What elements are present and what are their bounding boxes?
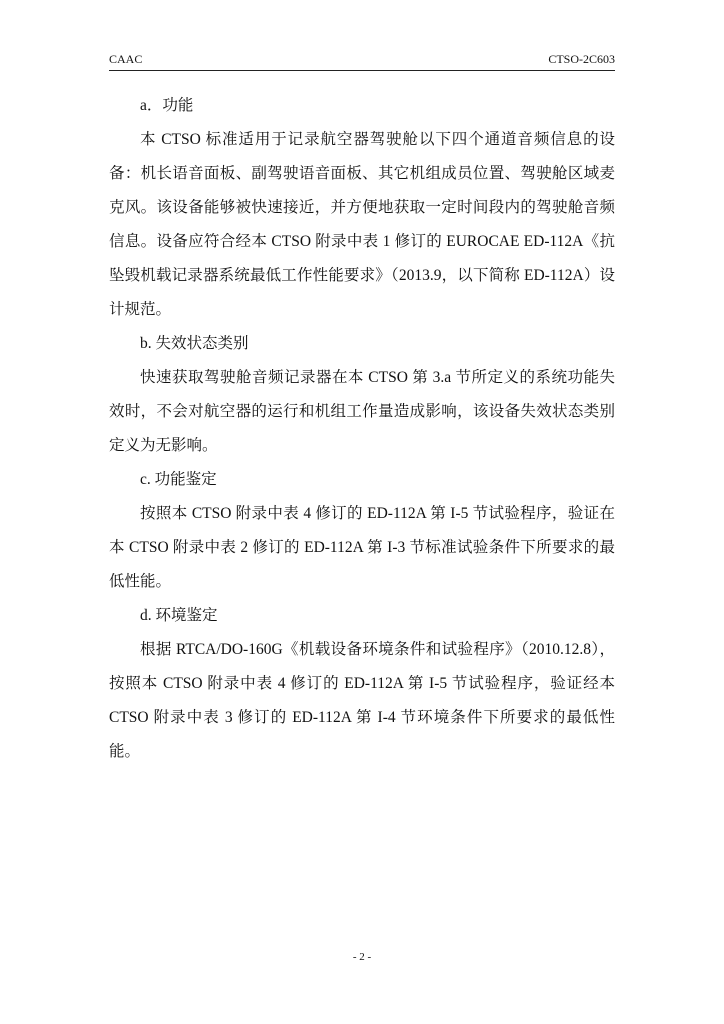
section-b-heading: b. 失效状态类别: [140, 335, 249, 352]
page-content: [109, 89, 615, 769]
page-header: [109, 52, 615, 71]
section-a-paragraph: 本 CTSO 标准适用于记录航空器驾驶舱以下四个通道音频信息的设备：机长语音面板、副驾驶语音面板、其它机组成员位置、驾驶舱区域麦克风。该设备能够被快速接近，并方便地获取一定时间段内的驾驶舱音频信息。设备应符合经本 CTSO 附录中表 1 修订的 EUROCAE ED-112A《抗坠毁机载记录器系统最低工作性能要求》（2013.9，以下简称 ED-112A）设计规范。: [109, 131, 615, 318]
header-document-number: CTSO-2C603: [548, 52, 615, 66]
section-c-paragraph: 按照本 CTSO 附录中表 4 修订的 ED-112A 第 I-5 节试验程序，验证在本 CTSO 附录中表 2 修订的 ED-112A 第 I-3 节标准试验条件下所要求的最低性能。: [109, 505, 615, 590]
section-c-heading: c. 功能鉴定: [140, 471, 217, 488]
section-d-paragraph: 根据 RTCA/DO-160G《机载设备环境条件和试验程序》（2010.12.8），按照本 CTSO 附录中表 4 修订的 ED-112A 第 I-5 节试验程序，验证经本 CTSO 附录中表 3 修订的 ED-112A 第 I-4 节环境条件下所要求的最低性能。: [109, 641, 615, 760]
header-organization: CAAC: [109, 52, 143, 66]
page-number: - 2 -: [352, 951, 372, 963]
section-b-paragraph: 快速获取驾驶舱音频记录器在本 CTSO 第 3.a 节所定义的系统功能失效时，不会对航空器的运行和机组工作量造成影响，该设备失效状态类别定义为无影响。: [109, 369, 615, 454]
section-a-heading: a．功能: [140, 97, 194, 114]
section-d-heading: d. 环境鉴定: [140, 607, 218, 624]
